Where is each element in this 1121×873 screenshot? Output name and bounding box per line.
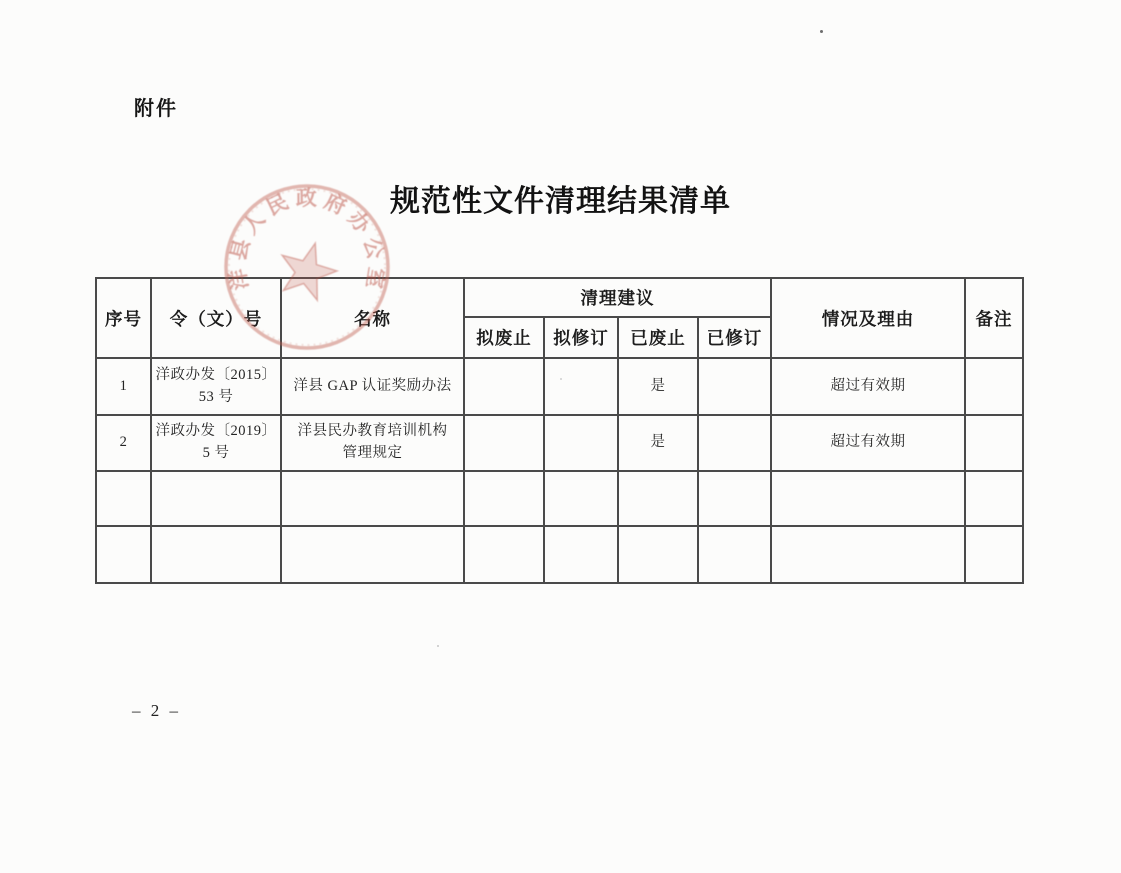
cell-abolished: 是 [618,415,698,471]
col-header-situation-reason: 情况及理由 [771,278,965,358]
col-header-revised: 已修订 [698,317,771,358]
col-header-seq: 序号 [96,278,151,358]
cell-seq: 1 [96,358,151,415]
seal-text: 洋县人民政府办公室 [226,187,388,292]
cell-situation [771,526,965,583]
col-header-cleanup-suggestion: 清理建议 [464,278,771,317]
table-row [96,471,1023,526]
cell-revised [698,471,771,526]
cell-doc-no [151,526,281,583]
cell-doc-no [151,358,281,415]
table-row [96,526,1023,583]
cell-to-abolish [464,415,544,471]
cell-revised [698,526,771,583]
scan-speck [820,30,823,33]
cell-doc-no [151,471,281,526]
col-header-to-abolish: 拟废止 [464,317,544,358]
cell-situation [771,471,965,526]
cell-seq [96,526,151,583]
cell-to-revise [544,415,618,471]
col-header-to-revise: 拟修订 [544,317,618,358]
col-header-remark: 备注 [965,278,1023,358]
cell-to-revise [544,358,618,415]
cell-to-abolish [464,358,544,415]
doc-no-line: 洋政办发〔2015〕 [155,366,277,383]
cell-name [281,526,464,583]
table-row [96,358,1023,415]
cell-abolished [618,471,698,526]
table-row [96,415,1023,471]
cell-abolished [618,526,698,583]
cell-remark [965,526,1023,583]
doc-no-line: 53 号 [198,388,234,405]
cell-name [281,471,464,526]
name-line: 洋县民办教育培训机构 [297,423,448,440]
cell-name [281,358,464,415]
cell-remark [965,471,1023,526]
cell-seq: 2 [96,415,151,471]
cell-doc-no [151,415,281,471]
cell-abolished: 是 [618,358,698,415]
cell-remark [965,415,1023,471]
cell-situation: 超过有效期 [771,415,965,471]
name-line: 洋县 GAP 认证奖励办法 [293,377,452,394]
doc-no-line: 洋政办发〔2019〕 [155,423,277,440]
col-header-abolished: 已废止 [618,317,698,358]
cell-revised [698,358,771,415]
cell-name [281,415,464,471]
attachment-label: 附件 [134,98,178,120]
cell-seq [96,471,151,526]
cell-revised [698,415,771,471]
scan-speck [437,645,439,647]
cell-to-revise [544,526,618,583]
doc-no-line: 5 号 [202,445,230,461]
page-number: – 2 – [132,701,181,720]
col-header-doc-no: 令（文）号 [151,278,281,358]
cell-remark [965,358,1023,415]
cell-to-abolish [464,471,544,526]
page-title: 规范性文件清理结果清单 [390,185,731,218]
cell-to-abolish [464,526,544,583]
cell-situation: 超过有效期 [771,358,965,415]
cell-to-revise [544,471,618,526]
col-header-name: 名称 [281,278,464,358]
cleanup-result-table [95,277,1024,584]
name-line: 管理规定 [342,445,403,461]
table-header-row-1 [96,278,1023,317]
